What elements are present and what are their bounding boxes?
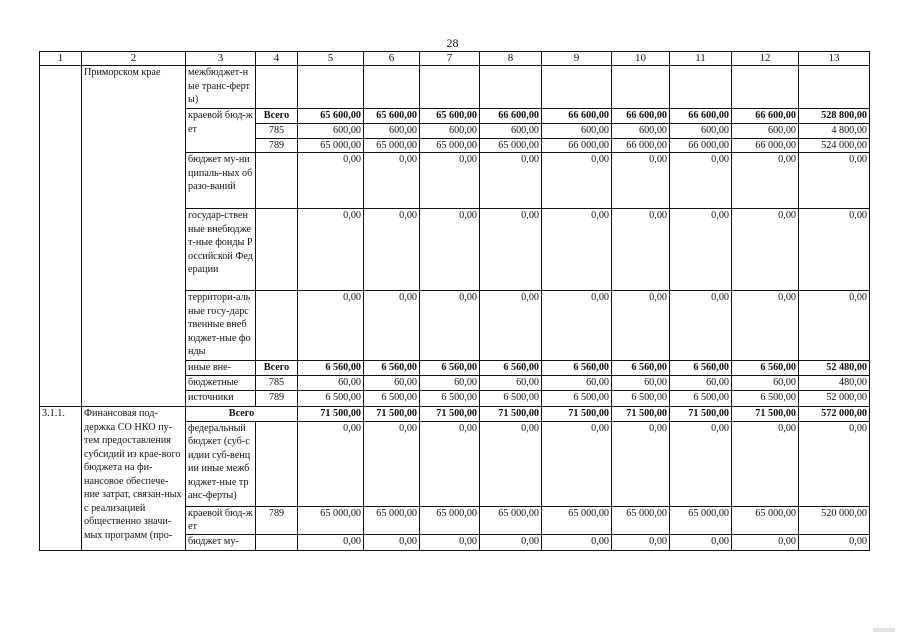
- value-cell: 6 500,00: [420, 391, 480, 407]
- code-cell: [256, 291, 298, 361]
- value-cell: 0,00: [670, 421, 732, 506]
- block-name-cell: Приморском крае: [82, 66, 186, 407]
- value-cell: 0,00: [612, 421, 670, 506]
- source-label-cell: бюджет му-ниципаль-ных образо-ваний: [186, 153, 256, 209]
- value-cell: 71 500,00: [670, 407, 732, 422]
- value-cell: 0,00: [298, 291, 364, 361]
- source-label-cell: территори-альные госу-дарственные внебюджет-ные фонды: [186, 291, 256, 361]
- value-cell: 0,00: [298, 534, 364, 550]
- value-cell: 0,00: [542, 291, 612, 361]
- source-label-cell: бюджет му-: [186, 534, 256, 550]
- value-cell: 0,00: [364, 291, 420, 361]
- value-cell: 71 500,00: [420, 407, 480, 422]
- value-cell: 0,00: [298, 209, 364, 291]
- value-cell: 71 500,00: [612, 407, 670, 422]
- value-cell: 66 000,00: [670, 138, 732, 153]
- value-cell: 0,00: [420, 534, 480, 550]
- header-row: [40, 52, 870, 66]
- value-cell: 0,00: [799, 291, 870, 361]
- value-cell: 600,00: [732, 124, 799, 139]
- value-cell: 71 500,00: [298, 407, 364, 422]
- value-cell: 6 500,00: [670, 391, 732, 407]
- source-label-cell: бюджетные: [186, 376, 256, 391]
- value-cell: 65 000,00: [420, 138, 480, 153]
- value-cell: 66 600,00: [670, 109, 732, 124]
- value-cell: 52 000,00: [799, 391, 870, 407]
- code-cell: [256, 421, 298, 506]
- value-cell: [480, 66, 542, 109]
- code-cell: 789: [256, 138, 298, 153]
- value-cell: 6 500,00: [298, 391, 364, 407]
- value-cell: 0,00: [420, 153, 480, 209]
- value-cell: 0,00: [732, 534, 799, 550]
- value-cell: [612, 66, 670, 109]
- value-cell: 6 500,00: [480, 391, 542, 407]
- value-cell: 0,00: [364, 421, 420, 506]
- value-cell: 65 600,00: [420, 109, 480, 124]
- column-header: 2: [82, 52, 186, 66]
- value-cell: 0,00: [732, 291, 799, 361]
- value-cell: 65 600,00: [364, 109, 420, 124]
- value-cell: 524 000,00: [799, 138, 870, 153]
- value-cell: 60,00: [670, 376, 732, 391]
- value-cell: 65 000,00: [364, 506, 420, 534]
- value-cell: 6 500,00: [732, 391, 799, 407]
- value-cell: 65 600,00: [298, 109, 364, 124]
- value-cell: 60,00: [298, 376, 364, 391]
- value-cell: 6 560,00: [364, 361, 420, 376]
- source-label-cell: краевой бюд-жет: [186, 109, 256, 153]
- code-cell: [256, 534, 298, 550]
- value-cell: 52 480,00: [799, 361, 870, 376]
- table-row: [40, 407, 870, 422]
- value-cell: 520 000,00: [799, 506, 870, 534]
- value-cell: 71 500,00: [364, 407, 420, 422]
- value-cell: 66 000,00: [542, 138, 612, 153]
- column-header: 11: [670, 52, 732, 66]
- value-cell: 65 000,00: [542, 506, 612, 534]
- code-cell: [256, 153, 298, 209]
- value-cell: 60,00: [732, 376, 799, 391]
- column-header: 5: [298, 52, 364, 66]
- value-cell: 6 560,00: [612, 361, 670, 376]
- code-cell: 789: [256, 506, 298, 534]
- value-cell: 66 600,00: [542, 109, 612, 124]
- column-header: 3: [186, 52, 256, 66]
- value-cell: 600,00: [480, 124, 542, 139]
- value-cell: 65 000,00: [480, 506, 542, 534]
- value-cell: 0,00: [480, 421, 542, 506]
- value-cell: 0,00: [732, 209, 799, 291]
- value-cell: 600,00: [612, 124, 670, 139]
- value-cell: 0,00: [542, 421, 612, 506]
- value-cell: [420, 66, 480, 109]
- value-cell: 0,00: [542, 534, 612, 550]
- code-cell: Всего: [256, 109, 298, 124]
- value-cell: 60,00: [612, 376, 670, 391]
- value-cell: 60,00: [364, 376, 420, 391]
- value-cell: 0,00: [670, 153, 732, 209]
- value-cell: 65 000,00: [732, 506, 799, 534]
- value-cell: 6 500,00: [612, 391, 670, 407]
- value-cell: 65 000,00: [670, 506, 732, 534]
- column-header: 8: [480, 52, 542, 66]
- value-cell: 71 500,00: [542, 407, 612, 422]
- value-cell: 0,00: [480, 291, 542, 361]
- value-cell: 0,00: [670, 209, 732, 291]
- source-label-cell: государ-ственные внебюджет-ные фонды Российской Федерации: [186, 209, 256, 291]
- value-cell: 0,00: [298, 421, 364, 506]
- value-cell: 71 500,00: [732, 407, 799, 422]
- value-cell: 600,00: [364, 124, 420, 139]
- code-cell: 785: [256, 376, 298, 391]
- column-header: 10: [612, 52, 670, 66]
- value-cell: 480,00: [799, 376, 870, 391]
- value-cell: 6 560,00: [542, 361, 612, 376]
- value-cell: [298, 66, 364, 109]
- value-cell: 0,00: [480, 153, 542, 209]
- value-cell: 528 800,00: [799, 109, 870, 124]
- column-header: 1: [40, 52, 82, 66]
- value-cell: 66 600,00: [732, 109, 799, 124]
- source-label-cell: федеральный бюджет (суб-сидии суб-венции иные межбюджет-ные транс-ферты): [186, 421, 256, 506]
- value-cell: 60,00: [420, 376, 480, 391]
- value-cell: 0,00: [670, 291, 732, 361]
- value-cell: 0,00: [298, 153, 364, 209]
- value-cell: 71 500,00: [480, 407, 542, 422]
- source-label-cell: межбюджет-ные транс-ферты): [186, 66, 256, 109]
- value-cell: 6 560,00: [732, 361, 799, 376]
- value-cell: 0,00: [364, 209, 420, 291]
- column-header: 4: [256, 52, 298, 66]
- value-cell: 0,00: [612, 209, 670, 291]
- value-cell: 66 000,00: [612, 138, 670, 153]
- column-header: 12: [732, 52, 799, 66]
- value-cell: 0,00: [480, 534, 542, 550]
- column-header: 9: [542, 52, 612, 66]
- value-cell: 0,00: [799, 153, 870, 209]
- page-number: 28: [446, 36, 459, 50]
- row-number-cell: 3.1.1.: [40, 407, 82, 551]
- value-cell: 65 000,00: [420, 506, 480, 534]
- value-cell: 65 000,00: [298, 506, 364, 534]
- column-header: 6: [364, 52, 420, 66]
- source-label-cell: источники: [186, 391, 256, 407]
- value-cell: 0,00: [799, 421, 870, 506]
- value-cell: 6 500,00: [542, 391, 612, 407]
- value-cell: 60,00: [480, 376, 542, 391]
- value-cell: 600,00: [542, 124, 612, 139]
- value-cell: 0,00: [364, 153, 420, 209]
- value-cell: 0,00: [542, 153, 612, 209]
- code-cell: 785: [256, 124, 298, 139]
- value-cell: 0,00: [480, 209, 542, 291]
- value-cell: 65 000,00: [364, 138, 420, 153]
- code-cell: 789: [256, 391, 298, 407]
- value-cell: 0,00: [799, 209, 870, 291]
- value-cell: 0,00: [420, 209, 480, 291]
- value-cell: 6 500,00: [364, 391, 420, 407]
- value-cell: [364, 66, 420, 109]
- value-cell: 0,00: [420, 421, 480, 506]
- value-cell: 0,00: [670, 534, 732, 550]
- value-cell: 66 000,00: [732, 138, 799, 153]
- code-cell: [256, 66, 298, 109]
- source-label-cell: иные вне-: [186, 361, 256, 376]
- value-cell: 6 560,00: [298, 361, 364, 376]
- value-cell: 600,00: [420, 124, 480, 139]
- value-cell: 60,00: [542, 376, 612, 391]
- row-number-cell: [40, 66, 82, 407]
- value-cell: [732, 66, 799, 109]
- value-cell: 0,00: [612, 291, 670, 361]
- block-name-cell: Финансовая под-держка СО НКО пу-тем предоставления субсидий из крае-вого бюджета на фи-нансовое обеспече-ние затрат, связан-ных с реализацией общественно значи-мых программ (про-: [82, 407, 186, 551]
- column-header: 7: [420, 52, 480, 66]
- source-label-cell: краевой бюд-жет: [186, 506, 256, 534]
- value-cell: 600,00: [298, 124, 364, 139]
- value-cell: [670, 66, 732, 109]
- value-cell: 572 000,00: [799, 407, 870, 422]
- value-cell: 65 000,00: [480, 138, 542, 153]
- code-cell: [256, 209, 298, 291]
- table-row: [40, 66, 870, 109]
- value-cell: 0,00: [612, 534, 670, 550]
- scan-mark: [873, 628, 895, 632]
- value-cell: 6 560,00: [420, 361, 480, 376]
- total-label-cell: Всего: [186, 407, 298, 422]
- value-cell: 0,00: [732, 153, 799, 209]
- value-cell: 600,00: [670, 124, 732, 139]
- value-cell: 0,00: [542, 209, 612, 291]
- value-cell: [799, 66, 870, 109]
- column-header: 13: [799, 52, 870, 66]
- value-cell: 4 800,00: [799, 124, 870, 139]
- value-cell: 66 600,00: [480, 109, 542, 124]
- budget-table: [39, 51, 870, 551]
- value-cell: 0,00: [612, 153, 670, 209]
- value-cell: 0,00: [364, 534, 420, 550]
- value-cell: 65 000,00: [612, 506, 670, 534]
- value-cell: 66 600,00: [612, 109, 670, 124]
- value-cell: 0,00: [420, 291, 480, 361]
- code-cell: Всего: [256, 361, 298, 376]
- value-cell: 0,00: [732, 421, 799, 506]
- value-cell: 6 560,00: [480, 361, 542, 376]
- value-cell: 65 000,00: [298, 138, 364, 153]
- value-cell: 0,00: [799, 534, 870, 550]
- value-cell: [542, 66, 612, 109]
- value-cell: 6 560,00: [670, 361, 732, 376]
